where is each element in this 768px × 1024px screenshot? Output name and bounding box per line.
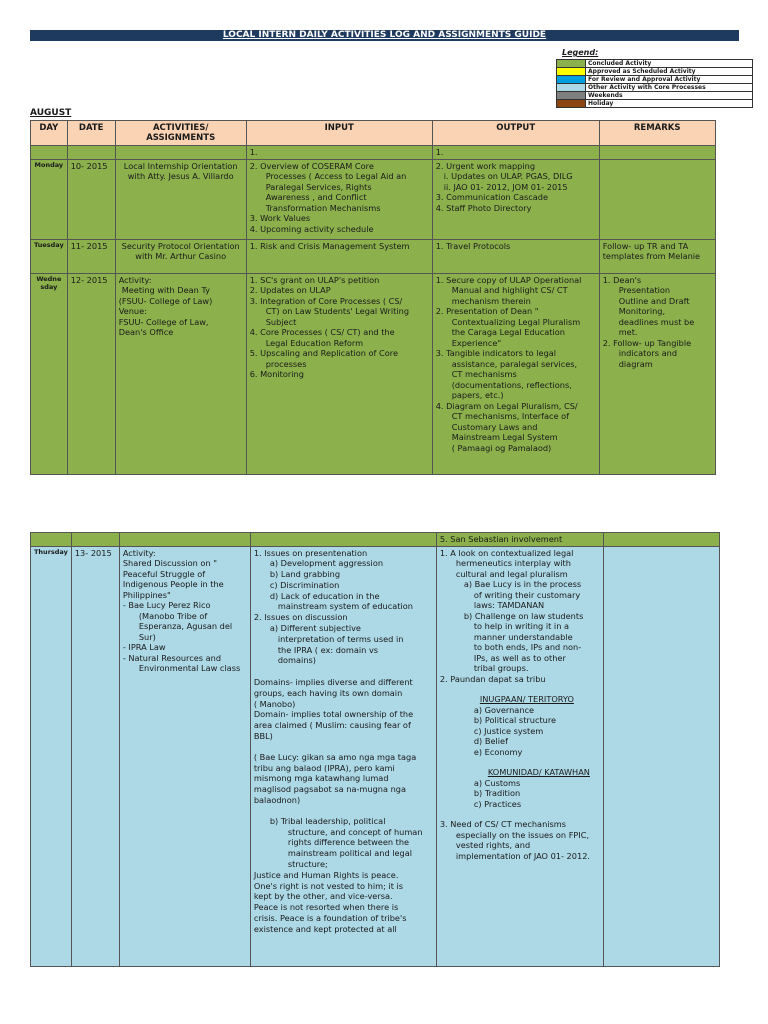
input-cell: 1. bbox=[246, 146, 432, 160]
legend-item bbox=[557, 60, 753, 68]
input-cell: 2. Overview of COSERAM Core Processes ( Access to Legal Aid an Paralegal Services, Rights Awareness , and Conflict Transformation Mechanisms 3. Work Values 4. Upcoming activity schedule bbox=[246, 159, 432, 239]
date-cell: 13- 2015 bbox=[71, 546, 119, 966]
output-cell: 1. Travel Protocols bbox=[432, 239, 599, 273]
legend-swatch bbox=[557, 60, 586, 68]
remarks-cell: 1. Dean's Presentation Outline and Draft Monitoring, deadlines must be met. 2. Follow- up Tangible indicators and diagram bbox=[599, 273, 715, 474]
header-date: DATE bbox=[67, 121, 115, 146]
legend-label: For Review and Approval Activity bbox=[586, 76, 753, 84]
input-cell: 1. SC's grant on ULAP's petition 2. Updates on ULAP 3. Integration of Core Processes ( CS/ CT) on Law Students' Legal Writing Subject 4. Core Processes ( CS/ CT) and the Legal Education Reform 5. Upscaling and Replication of Core processes 6. Monitoring bbox=[246, 273, 432, 474]
legend-item bbox=[557, 92, 753, 100]
activity-cell: Security Protocol Orientation with Mr. Arthur Casino bbox=[115, 239, 246, 273]
legend-item bbox=[557, 68, 753, 76]
output-cell: 1. Secure copy of ULAP Operational Manual and highlight CS/ CT mechanism therein 2. Presentation of Dean " Contextualizing Legal Pluralism the Caraga Legal Education Experience" 3. Tangible indicators to legal assistance, paralegal services, CT mechanisms (documentations, reflections, papers, etc.) 4. Diagram on Legal Pluralism, CS/ CT mechanisms, Interface of Customary Laws and Mainstream Legal System ( Pamaagi og Pamalaod) bbox=[432, 273, 599, 474]
legend bbox=[556, 59, 753, 108]
table-row bbox=[31, 546, 720, 966]
legend-swatch bbox=[557, 68, 586, 76]
remarks-cell: Follow- up TR and TA templates from Melanie bbox=[599, 239, 715, 273]
activity-cell: Activity: Meeting with Dean Ty (FSUU- College of Law) Venue: FSUU- College of Law, Dean's Office bbox=[115, 273, 246, 474]
output-cell: 1. bbox=[432, 146, 599, 160]
legend-swatch bbox=[557, 76, 586, 84]
day-cell: Monday bbox=[31, 159, 68, 239]
output-cell: 2. Urgent work mapping i. Updates on ULAP. PGAS, DILG ii. JAO 01- 2012, JOM 01- 2015 3. Communication Cascade 4. Staff Photo Directory bbox=[432, 159, 599, 239]
date-cell: 11- 2015 bbox=[67, 239, 115, 273]
activity-cell: Local Internship Orientation with Atty. Jesus A. Villardo bbox=[115, 159, 246, 239]
date-cell: 10- 2015 bbox=[67, 159, 115, 239]
day-cell: Thursday bbox=[31, 546, 72, 966]
legend-label: Other Activity with Core Processes bbox=[586, 84, 753, 92]
table-row bbox=[31, 533, 720, 547]
date-cell: 12- 2015 bbox=[67, 273, 115, 474]
legend-item bbox=[557, 100, 753, 108]
output-cell: 5. San Sebastian involvement bbox=[436, 533, 603, 547]
header-activities: ACTIVITIES/ ASSIGNMENTS bbox=[115, 121, 246, 146]
table-row bbox=[31, 273, 716, 474]
activity-cell: Activity: Shared Discussion on " Peaceful Struggle of Indigenous People in the Philippines" - Bae Lucy Perez Rico (Manobo Tribe of Esperanza, Agusan del Sur) - IPRA Law - Natural Resources and Environmental Law class bbox=[119, 546, 250, 966]
table-row bbox=[31, 239, 716, 273]
legend-swatch bbox=[557, 100, 586, 108]
legend-label: Concluded Activity bbox=[586, 60, 753, 68]
legend-swatch bbox=[557, 92, 586, 100]
legend-label: Holiday bbox=[586, 100, 753, 108]
header-day: DAY bbox=[31, 121, 68, 146]
table-row bbox=[31, 146, 716, 160]
legend-label: Approved as Scheduled Activity bbox=[586, 68, 753, 76]
legend-item bbox=[557, 76, 753, 84]
header-output: OUTPUT bbox=[432, 121, 599, 146]
table-header-row bbox=[31, 121, 716, 146]
legend-title: Legend: bbox=[562, 48, 599, 57]
input-cell: 1. Issues on presentenation a) Development aggression b) Land grabbing c) Discrimination d) Lack of education in the mainstream system of education 2. Issues on discussion a) Different subjective interpretation of terms used in the IPRA ( ex: domain vs domains) Domains- implies diverse and different groups, each having its own domain ( Manobo) Domain- implies total ownership of the area claimed ( Muslim: causing fear of BBL) ( Bae Lucy: gikan sa amo nga mga taga tribu ang balaod (IPRA), pero kami mismong mga katawhang lumad maglisod pagsabot sa na-mugna nga balaodnon) b) Tribal leadership, political structure, and concept of human rights difference between the mainstream political and legal structure; Justice and Human Rights is peace. One's right is not vested to him; it is kept by the other, and vice-versa. Peace is not resorted when there is crisis. Peace is a foundation of tribe's existence and kept protected at all bbox=[250, 546, 436, 966]
page-title: LOCAL INTERN DAILY ACTIVITIES LOG AND ASSIGNMENTS GUIDE bbox=[222, 30, 547, 40]
header-remarks: REMARKS bbox=[599, 121, 715, 146]
header-input: INPUT bbox=[246, 121, 432, 146]
activity-log-table bbox=[30, 120, 716, 475]
legend-label: Weekends bbox=[586, 92, 753, 100]
output-cell: 1. A look on contextualized legal hermeneutics interplay with cultural and legal pluralism a) Bae Lucy is in the process of writing their customary laws: TAMDANAN b) Challenge on law students to help in writing it in a manner understandable to both ends, IPs and non- IPs, as well as to other tribal groups. 2. Paundan dapat sa tribu INUGPAAN/ TERITORYO a) Governance b) Political structure c) Justice system d) Belief e) Economy KOMUNIDAD/ KATAWHAN a) Customs b) Tradition c) Practices 3. Need of CS/ CT mechanisms especially on the issues on FPIC, vested rights, and implementation of JAO 01- 2012. bbox=[436, 546, 603, 966]
legend-item bbox=[557, 84, 753, 92]
table-row bbox=[31, 159, 716, 239]
day-cell: Tuesday bbox=[31, 239, 68, 273]
input-cell: 1. Risk and Crisis Management System bbox=[246, 239, 432, 273]
month-label: AUGUST bbox=[30, 108, 72, 118]
activity-log-table-continued bbox=[30, 532, 720, 967]
legend-swatch bbox=[557, 84, 586, 92]
day-cell: Wednesday bbox=[31, 273, 68, 474]
